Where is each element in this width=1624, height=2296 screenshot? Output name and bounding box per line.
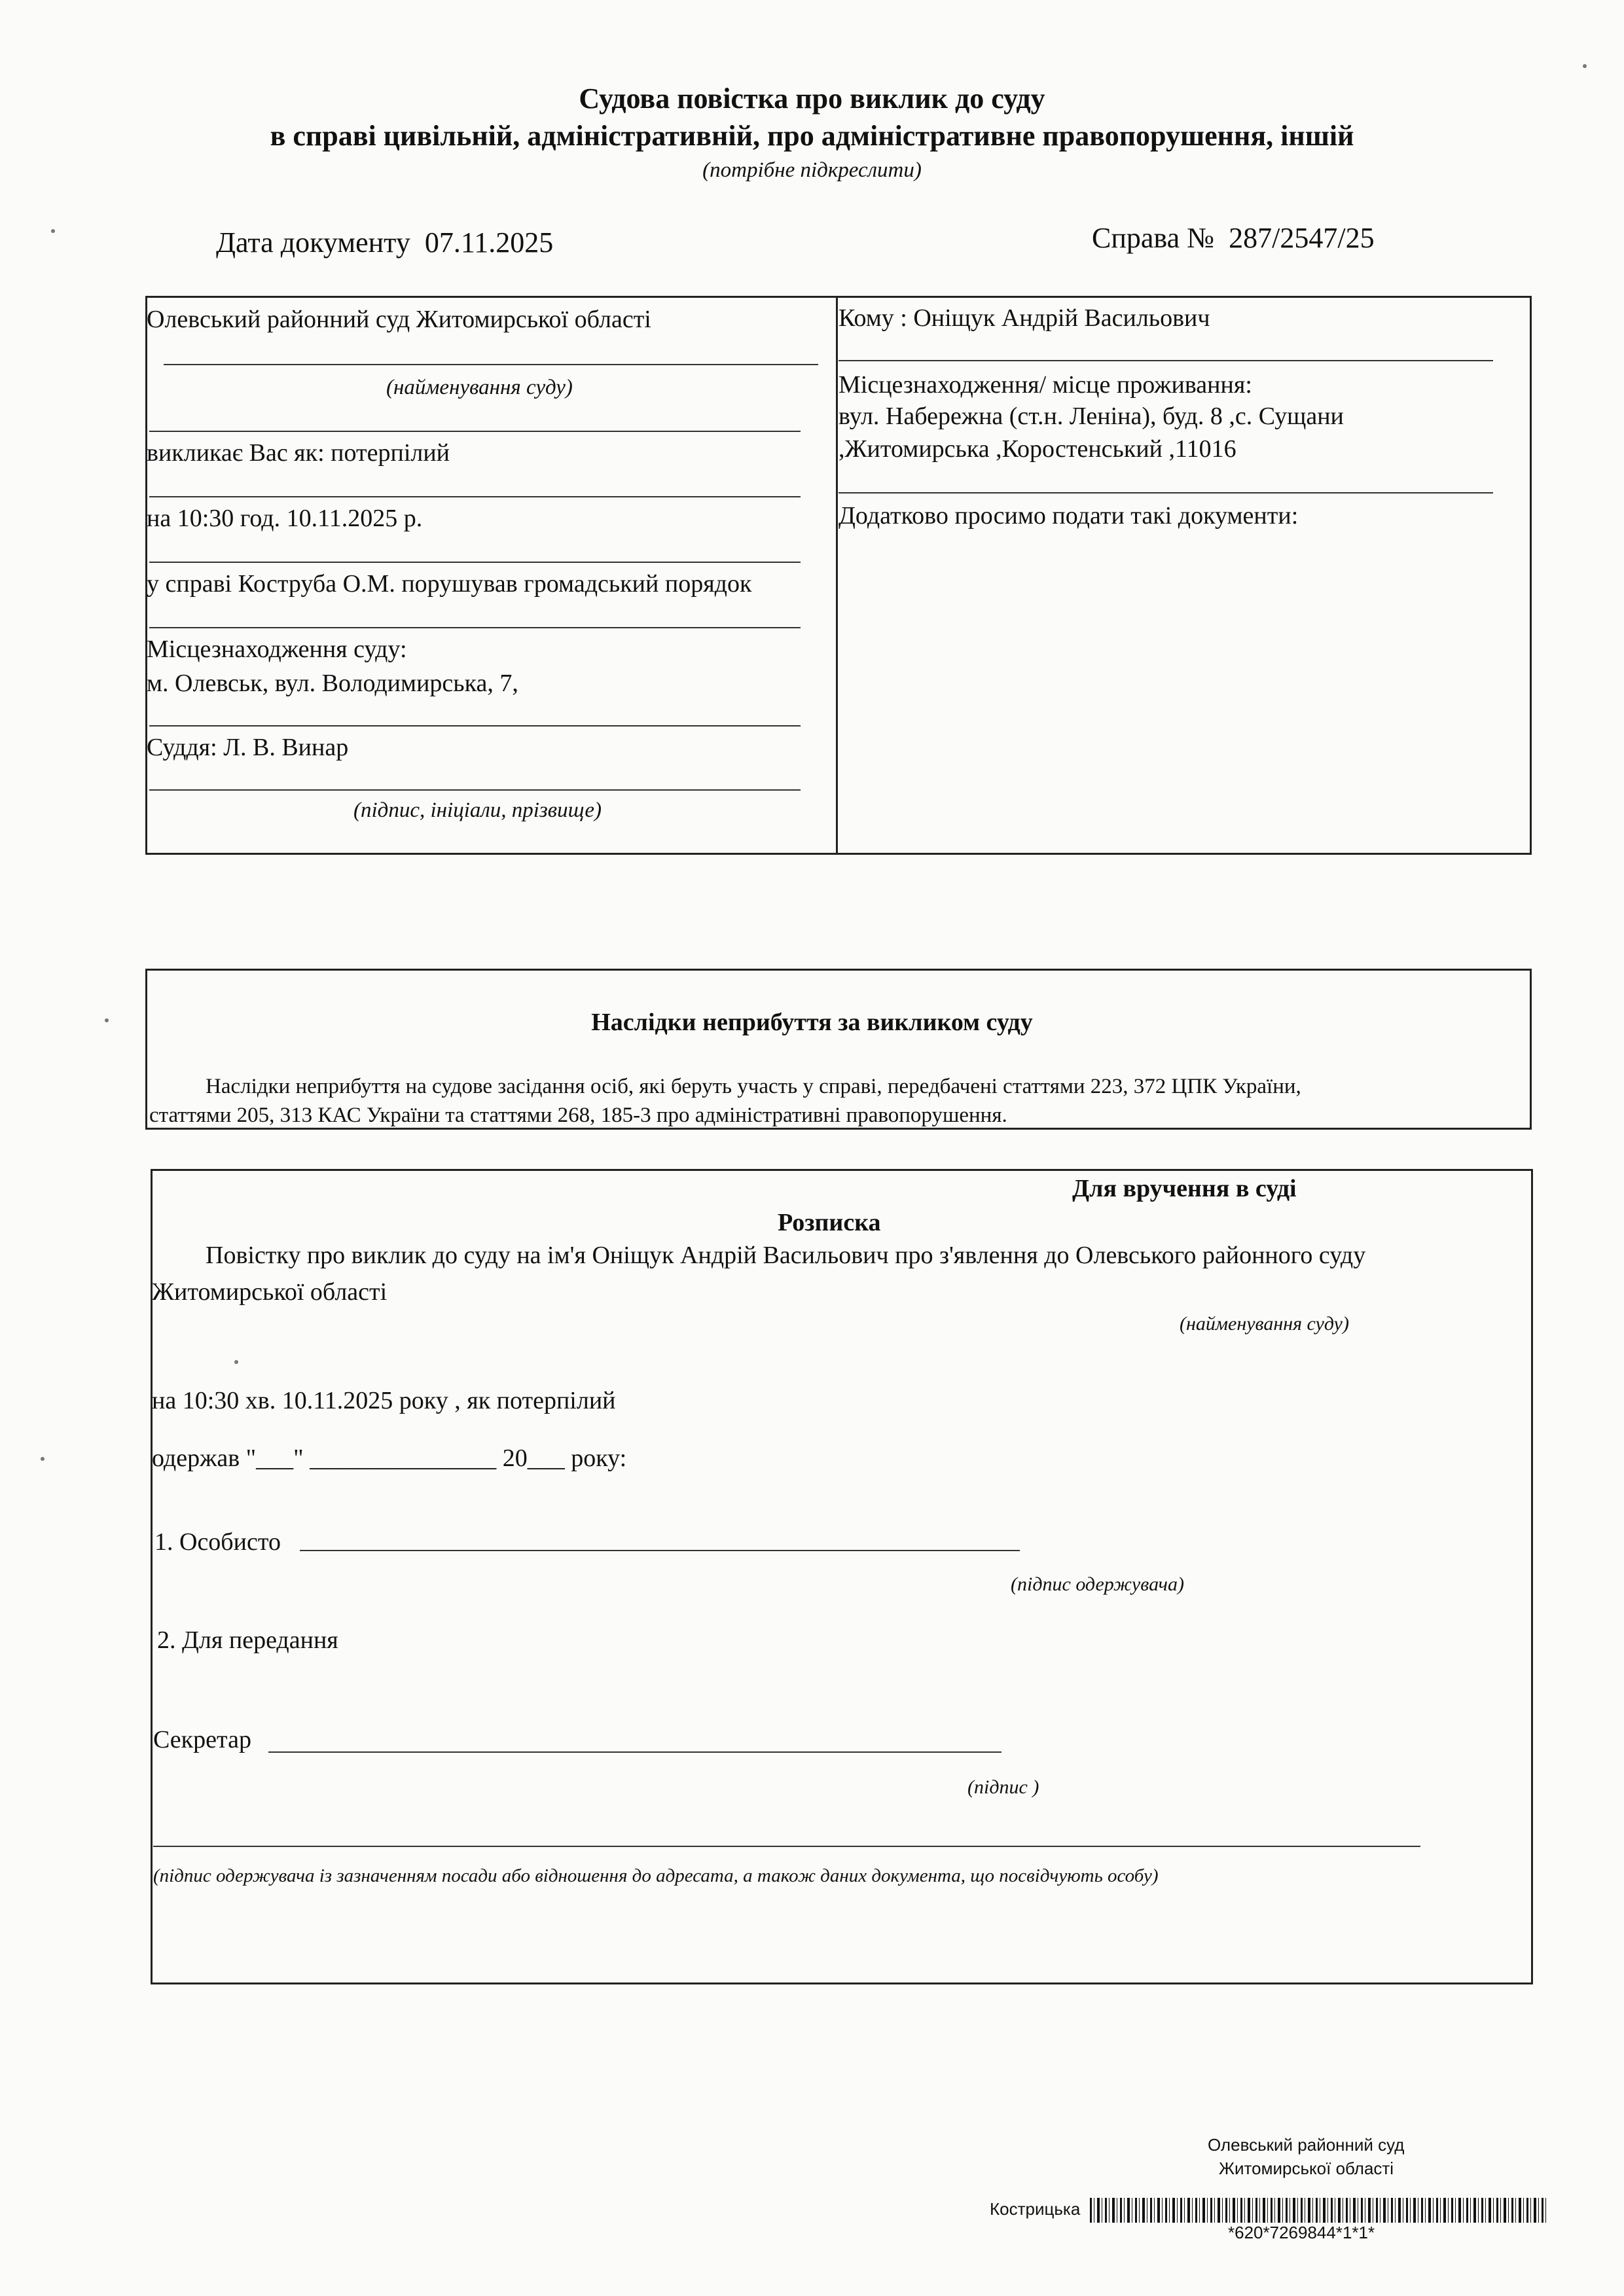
consequences-line-2: статтями 205, 313 КАС України та статтями 268, 185-3 про адміністративні правопорушення. [149,1103,1007,1127]
receipt-time: на 10:30 хв. 10.11.2025 року , як потерпілий [152,1387,616,1414]
scan-speck [41,1457,45,1461]
stamp-court-line-1: Олевський районний суд [1208,2135,1405,2155]
separator-line [149,562,801,563]
receipt-line-2: Житомирської області [152,1278,388,1306]
barcode-image [1090,2198,1548,2223]
transfer-delivery: 2. Для передання [157,1626,338,1654]
consequences-line-1: Наслідки неприбуття на судове засідання осіб, які беруть участь у справі, передбачені статтями 223, 372 ЦПК України, [206,1075,1301,1098]
document-date [216,226,553,259]
stamp-court-line-2: Житомирської області [1219,2159,1394,2178]
title-line-2: в справі цивільній, адміністративній, про адміністративне правопорушення, іншій [270,120,1354,152]
receipt-line-1: Повістку про виклик до суду на ім'я Оніщук Андрій Васильович про з'явлення до Олевського районного суду [206,1242,1366,1269]
separator-line [149,725,801,726]
separator-line [149,627,801,628]
court-name: Олевський районний суд Житомирської області [147,306,651,333]
secretary-note: (підпис ) [967,1776,1039,1798]
hearing-time: на 10:30 год. 10.11.2025 р. [147,505,423,532]
date-label: Дата документу [216,226,410,259]
title-line-1: Судова повістка про виклик до суду [579,82,1045,115]
for-court-label: Для вручення в суді [1072,1175,1297,1202]
separator-line [149,431,801,432]
receipt-court-note: (найменування суду) [1180,1313,1349,1335]
case-description: у справі Коструба О.М. порушував громадський порядок [147,570,752,598]
barcode-text: *620*7269844*1*1* [1228,2223,1375,2242]
recipient: Кому : Оніщук Андрій Васильович [839,304,1210,332]
personal-delivery: 1. Особисто [154,1528,281,1556]
secretary-signature-line [268,1751,1001,1753]
residence-line-2: ,Житомирська ,Коростенський ,11016 [839,435,1236,463]
case-label: Справа № [1092,222,1215,254]
case-number [1092,221,1375,255]
clerk-name: Кострицька [990,2199,1081,2219]
recipient-signature-line [153,1846,1420,1847]
residence-line [839,492,1493,493]
separator-line [149,496,801,497]
summons-as: викликає Вас як: потерпілий [147,439,450,467]
scan-speck [51,229,55,233]
personal-signature-line [300,1550,1020,1551]
court-location-label: Місцезнаходження суду: [147,636,407,663]
received-date: одержав "___" _______________ 20___ року: [152,1444,627,1472]
case-value: 287/2547/25 [1229,222,1375,254]
residence-line-1: вул. Набережна (ст.н. Леніна), буд. 8 ,с. Сущани [839,403,1344,430]
secretary-label: Секретар [153,1726,251,1753]
date-value: 07.11.2025 [424,226,554,259]
scan-speck [105,1018,109,1022]
judge-note: (підпис, ініціали, прізвище) [353,798,602,822]
court-name-note: (найменування суду) [386,376,573,399]
scan-speck [234,1360,238,1364]
scan-speck [1583,64,1587,68]
recipient-signature-note: (підпис одержувача із зазначенням посади або відношення до адресата, а також даних документа, що посвідчують особу) [153,1865,1159,1886]
extra-documents: Додатково просимо подати такі документи: [839,502,1299,529]
separator-line [149,789,801,791]
court-name-line [164,364,818,365]
court-location-value: м. Олевськ, вул. Володимирська, 7, [147,670,518,697]
receipt-title: Розписка [778,1209,881,1236]
personal-note: (підпис одержувача) [1011,1573,1184,1595]
summons-divider [836,296,838,855]
residence-label: Місцезнаходження/ місце проживання: [839,371,1252,399]
title-note: (потрібне підкреслити) [702,158,922,182]
consequences-title: Наслідки неприбуття за викликом суду [591,1009,1033,1036]
recipient-line [839,360,1493,361]
judge: Суддя: Л. В. Винар [147,734,349,761]
